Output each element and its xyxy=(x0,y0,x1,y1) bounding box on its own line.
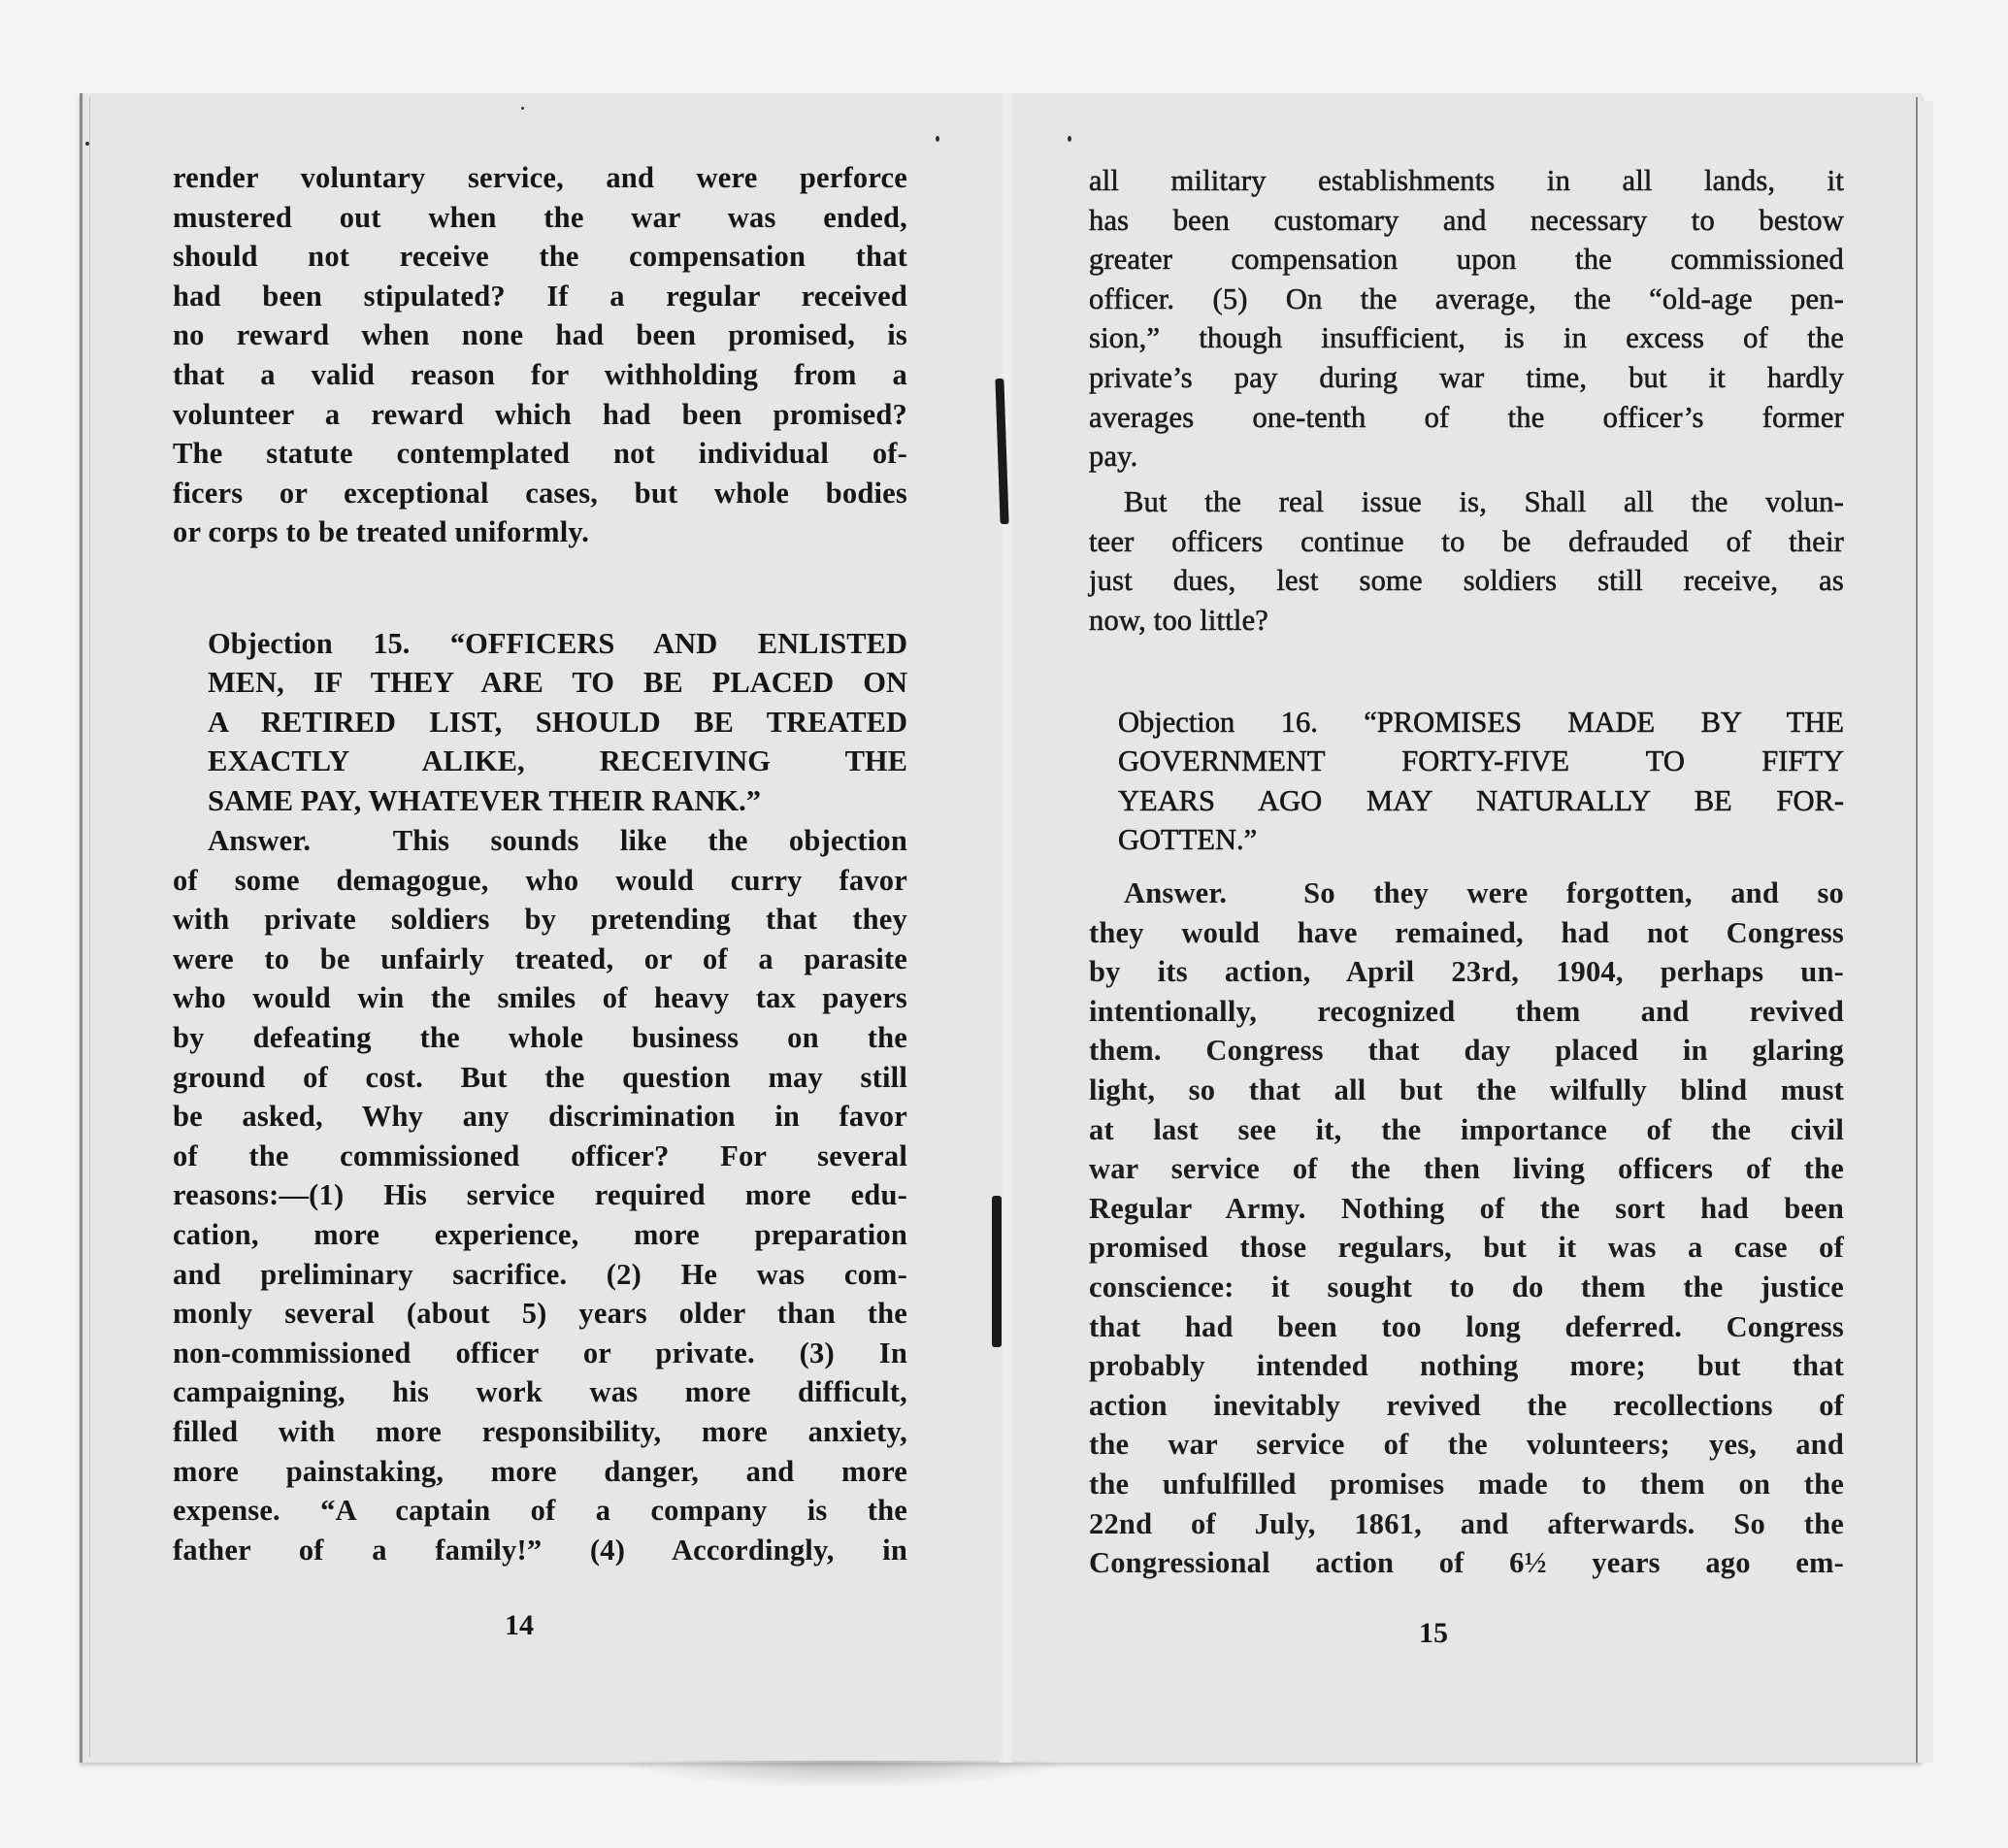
text-line: non-commissioned officer or private. (3) In xyxy=(173,1336,907,1370)
text-line: volunteer a reward which had been promised? xyxy=(173,397,907,431)
text-line: them. Congress that day placed in glaring xyxy=(1089,1034,1844,1068)
left-page-edge xyxy=(80,93,82,1763)
text-line: probably intended nothing more; but that xyxy=(1089,1349,1844,1383)
text-line: filled with more responsibility, more anxiety, xyxy=(173,1414,907,1448)
text-line: and preliminary sacrifice. (2) He was com- xyxy=(173,1257,907,1291)
left-page-inner-edge xyxy=(89,97,90,1757)
text-line: promised those regulars, but it was a case of xyxy=(1089,1231,1844,1265)
text-line: greater compensation upon the commissioned xyxy=(1089,243,1844,277)
real-issue-paragraph xyxy=(1089,482,1844,640)
text-line: private’s pay during war time, but it hardly xyxy=(1089,360,1844,394)
text-line: with private soldiers by pretending that they xyxy=(173,903,907,937)
text-line: pay. xyxy=(1089,440,1138,474)
text-line: officer. (5) On the average, the “old-age pen- xyxy=(1089,281,1844,315)
text-line: light, so that all but the wilfully blind must xyxy=(1089,1072,1844,1106)
text-line: more painstaking, more danger, and more xyxy=(173,1454,907,1488)
objection-line: GOVERNMENT FORTY-FIVE TO FIFTY xyxy=(1118,744,1844,778)
objection-line: GOTTEN.” xyxy=(1118,823,1258,857)
answer-first-line-text: So they were forgotten, and so xyxy=(1303,876,1844,909)
speck xyxy=(85,142,89,146)
text-line: intentionally, recognized them and revived xyxy=(1089,994,1844,1028)
answer-15-paragraph xyxy=(173,821,907,1569)
text-line: at last see it, the importance of the civil xyxy=(1089,1112,1844,1146)
text-line: no reward when none had been promised, is xyxy=(173,318,907,352)
text-line: 22nd of July, 1861, and afterwards. So the xyxy=(1089,1506,1844,1540)
text-line: conscience: it sought to do them the justice xyxy=(1089,1270,1844,1304)
text-line: the unfulfilled promises made to them on the xyxy=(1089,1467,1844,1501)
text-line: all military establishments in all lands, it xyxy=(1089,164,1844,197)
text-line: war service of the then living officers of the xyxy=(1089,1152,1844,1186)
right-continuation-paragraph xyxy=(1089,161,1844,477)
staple-bottom-icon xyxy=(992,1196,1002,1347)
text-line: mustered out when the war was ended, xyxy=(173,200,907,234)
text-line: has been customary and necessary to bestow xyxy=(1089,203,1844,237)
right-page-outer-edge xyxy=(1918,101,1933,1763)
text-line: now, too little? xyxy=(1089,603,1269,637)
text-line: that a valid reason for withholding from a xyxy=(173,357,907,391)
text-line: or corps to be treated uniformly. xyxy=(173,515,590,549)
answer-label: Answer. xyxy=(208,824,312,857)
text-line: sion,” though insufficient, is in excess of the xyxy=(1089,321,1844,355)
page-number-14: 14 xyxy=(505,1609,534,1641)
objection-line: Objection 15. “OFFICERS AND ENLISTED xyxy=(208,627,907,660)
text-line: averages one-tenth of the officer’s former xyxy=(1089,400,1844,434)
text-line: campaigning, his work was more difficult, xyxy=(173,1375,907,1409)
bottom-shadow xyxy=(621,1761,1068,1788)
text-line: cation, more experience, more preparation xyxy=(173,1217,907,1251)
answer-label: Answer. xyxy=(1124,876,1228,909)
text-line: monly several (about 5) years older than the xyxy=(173,1297,907,1331)
text-line: of the commissioned officer? For several xyxy=(173,1138,907,1172)
text-line: by defeating the whole business on the xyxy=(173,1020,907,1054)
text-line: were to be unfairly treated, or of a parasite xyxy=(173,941,907,975)
text-line: Regular Army. Nothing of the sort had been xyxy=(1089,1191,1844,1225)
text-line: of some demagogue, who would curry favor xyxy=(173,863,907,897)
answer-first-line xyxy=(1089,874,1844,913)
left-continuation-paragraph xyxy=(173,158,907,552)
speck xyxy=(521,107,524,110)
text-line: But the real issue is, Shall all the volun- xyxy=(1124,485,1844,518)
text-line: who would win the smiles of heavy tax payers xyxy=(173,981,907,1015)
objection-line: EXACTLY ALIKE, RECEIVING THE xyxy=(208,744,907,778)
page-number-15: 15 xyxy=(1419,1617,1448,1649)
objection-line: SAME PAY, WHATEVER THEIR RANK.” xyxy=(208,783,762,817)
text-line: reasons:—(1) His service required more edu- xyxy=(173,1178,907,1212)
answer-16-paragraph xyxy=(1089,874,1844,1583)
objection-line: MEN, IF THEY ARE TO BE PLACED ON xyxy=(208,666,907,700)
text-line: render voluntary service, and were perforce xyxy=(173,161,907,194)
answer-first-line-text: This sounds like the objection xyxy=(392,824,907,857)
speck xyxy=(1068,136,1071,142)
answer-first-line xyxy=(173,821,907,861)
objection-line: YEARS AGO MAY NATURALLY BE FOR- xyxy=(1118,783,1844,817)
text-line: teer officers continue to be defrauded of their xyxy=(1089,524,1844,558)
text-line: be asked, Why any discrimination in favor xyxy=(173,1100,907,1134)
text-line: that had been too long deferred. Congress xyxy=(1089,1309,1844,1343)
text-line: by its action, April 23rd, 1904, perhaps un- xyxy=(1089,955,1844,989)
text-line: father of a family!” (4) Accordingly, in xyxy=(173,1533,907,1567)
text-line: ficers or exceptional cases, but whole bodies xyxy=(173,476,907,510)
spine-gutter xyxy=(1000,93,1013,1763)
text-line: had been stipulated? If a regular received xyxy=(173,279,907,313)
text-line: Congressional action of 6½ years ago em- xyxy=(1089,1546,1844,1580)
speck xyxy=(936,136,939,142)
objection-line: Objection 16. “PROMISES MADE BY THE xyxy=(1118,706,1844,739)
objection-15-heading xyxy=(208,624,907,820)
objection-line: A RETIRED LIST, SHOULD BE TREATED xyxy=(208,705,907,739)
text-line: action inevitably revived the recollections of xyxy=(1089,1388,1844,1422)
text-line: just dues, lest some soldiers still receive, as xyxy=(1089,564,1844,598)
text-line: should not receive the compensation that xyxy=(173,240,907,274)
text-line: expense. “A captain of a company is the xyxy=(173,1494,907,1528)
text-line: they would have remained, had not Congress xyxy=(1089,915,1844,949)
text-line: the war service of the volunteers; yes, and xyxy=(1089,1428,1844,1462)
text-line: The statute contemplated not individual of- xyxy=(173,437,907,471)
text-line: ground of cost. But the question may still xyxy=(173,1060,907,1094)
objection-16-heading xyxy=(1118,703,1844,860)
